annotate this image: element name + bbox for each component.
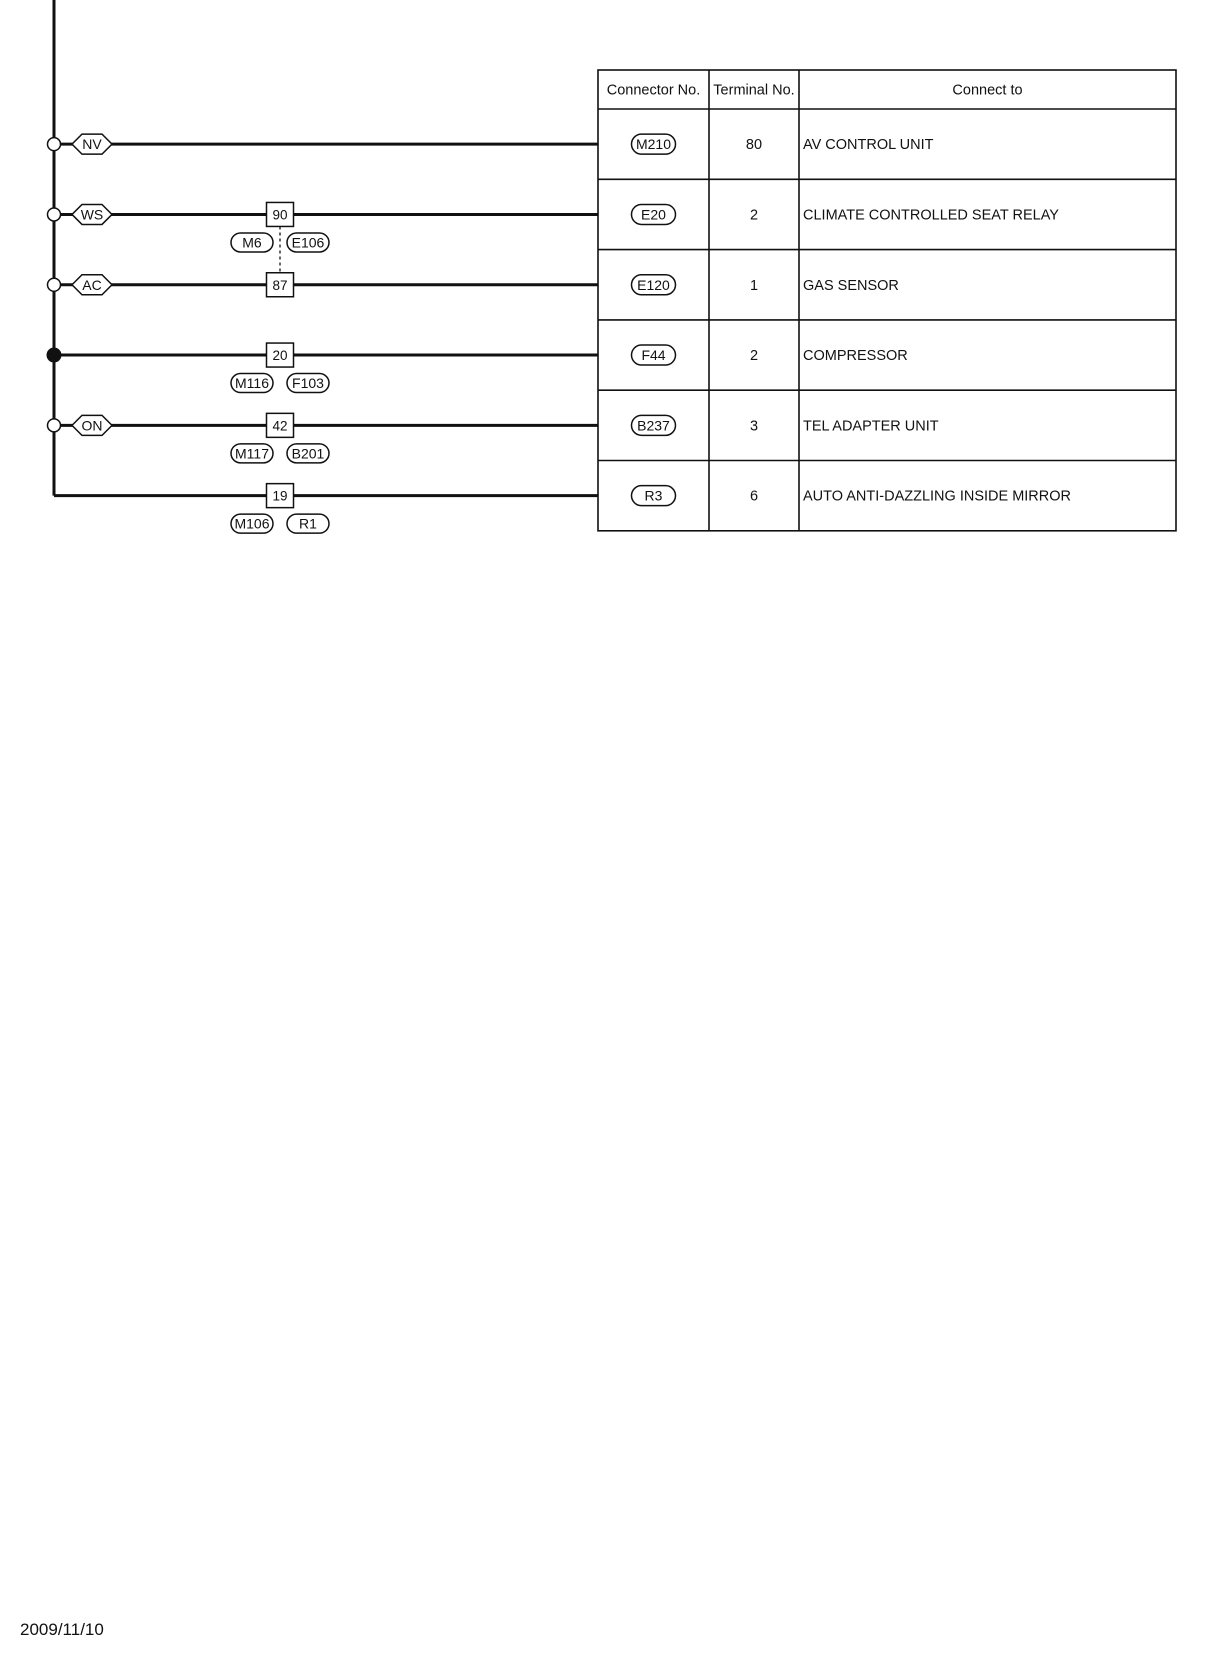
- harness-connector-badge: M106: [234, 515, 270, 532]
- table-terminal-no: 1: [749, 277, 759, 294]
- table-terminal-no: 6: [749, 488, 759, 505]
- terminal-number: 20: [272, 348, 288, 364]
- wire-2: [48, 202, 599, 252]
- open-junction-icon: [48, 278, 61, 291]
- table-terminal-no: 3: [749, 418, 759, 435]
- terminal-number: 19: [272, 488, 288, 504]
- footer-date: 2009/11/10: [20, 1620, 104, 1639]
- wire-4: [47, 343, 598, 393]
- wire-3: [48, 273, 599, 297]
- table-connector-badge: R3: [644, 487, 663, 504]
- table-terminal-no: 80: [745, 137, 763, 154]
- table-row: [632, 415, 939, 435]
- table-connect-to: AUTO ANTI-DAZZLING INSIDE MIRROR: [803, 488, 1072, 505]
- table-terminal-no: 2: [749, 348, 759, 365]
- open-junction-icon: [48, 138, 61, 151]
- table-row: [632, 345, 908, 365]
- wires-layer: [47, 0, 598, 533]
- wire-6: [54, 484, 598, 534]
- table-connector-badge: E120: [637, 276, 670, 293]
- table-terminal-no: 2: [749, 207, 759, 224]
- harness-connector-badge: R1: [299, 515, 317, 532]
- wire-5: [48, 413, 599, 463]
- harness-connector-badge: E106: [291, 234, 325, 251]
- open-junction-icon: [48, 419, 61, 432]
- header-connector-no: Connector No.: [606, 82, 701, 99]
- table-connect-to: COMPRESSOR: [803, 348, 908, 365]
- table-row: [632, 486, 1072, 506]
- connector-table: [598, 70, 1176, 531]
- harness-connector-badge: B201: [291, 445, 325, 462]
- table-connect-to: TEL ADAPTER UNIT: [803, 418, 939, 435]
- table-row: [632, 134, 934, 154]
- wire-tag: AC: [82, 276, 102, 293]
- table-connector-badge: B237: [637, 417, 670, 434]
- terminal-number: 90: [272, 207, 288, 223]
- table-row: [632, 204, 1060, 224]
- table-connect-to: CLIMATE CONTROLLED SEAT RELAY: [803, 207, 1059, 224]
- open-junction-icon: [48, 208, 61, 221]
- wire-tag: ON: [81, 417, 103, 434]
- wire-tag: WS: [80, 206, 104, 223]
- table-connect-to: AV CONTROL UNIT: [803, 137, 934, 154]
- table-connector-badge: M210: [635, 136, 672, 153]
- wire-1: [48, 134, 599, 154]
- harness-connector-badge: M6: [242, 234, 262, 251]
- table-connect-to: GAS SENSOR: [803, 277, 899, 294]
- harness-connector-badge: F103: [292, 375, 324, 392]
- harness-connector-badge: M116: [235, 375, 269, 392]
- terminal-number: 42: [272, 418, 288, 434]
- wire-tag: NV: [82, 136, 102, 153]
- table-connector-badge: F44: [641, 347, 666, 364]
- table-row: [632, 275, 899, 295]
- header-connect-to: Connect to: [952, 82, 1023, 99]
- terminal-number: 87: [272, 277, 288, 293]
- table-connector-badge: E20: [641, 206, 666, 223]
- header-terminal-no: Terminal No.: [713, 82, 795, 99]
- harness-connector-badge: M117: [235, 445, 269, 462]
- splice-junction-icon: [47, 348, 61, 362]
